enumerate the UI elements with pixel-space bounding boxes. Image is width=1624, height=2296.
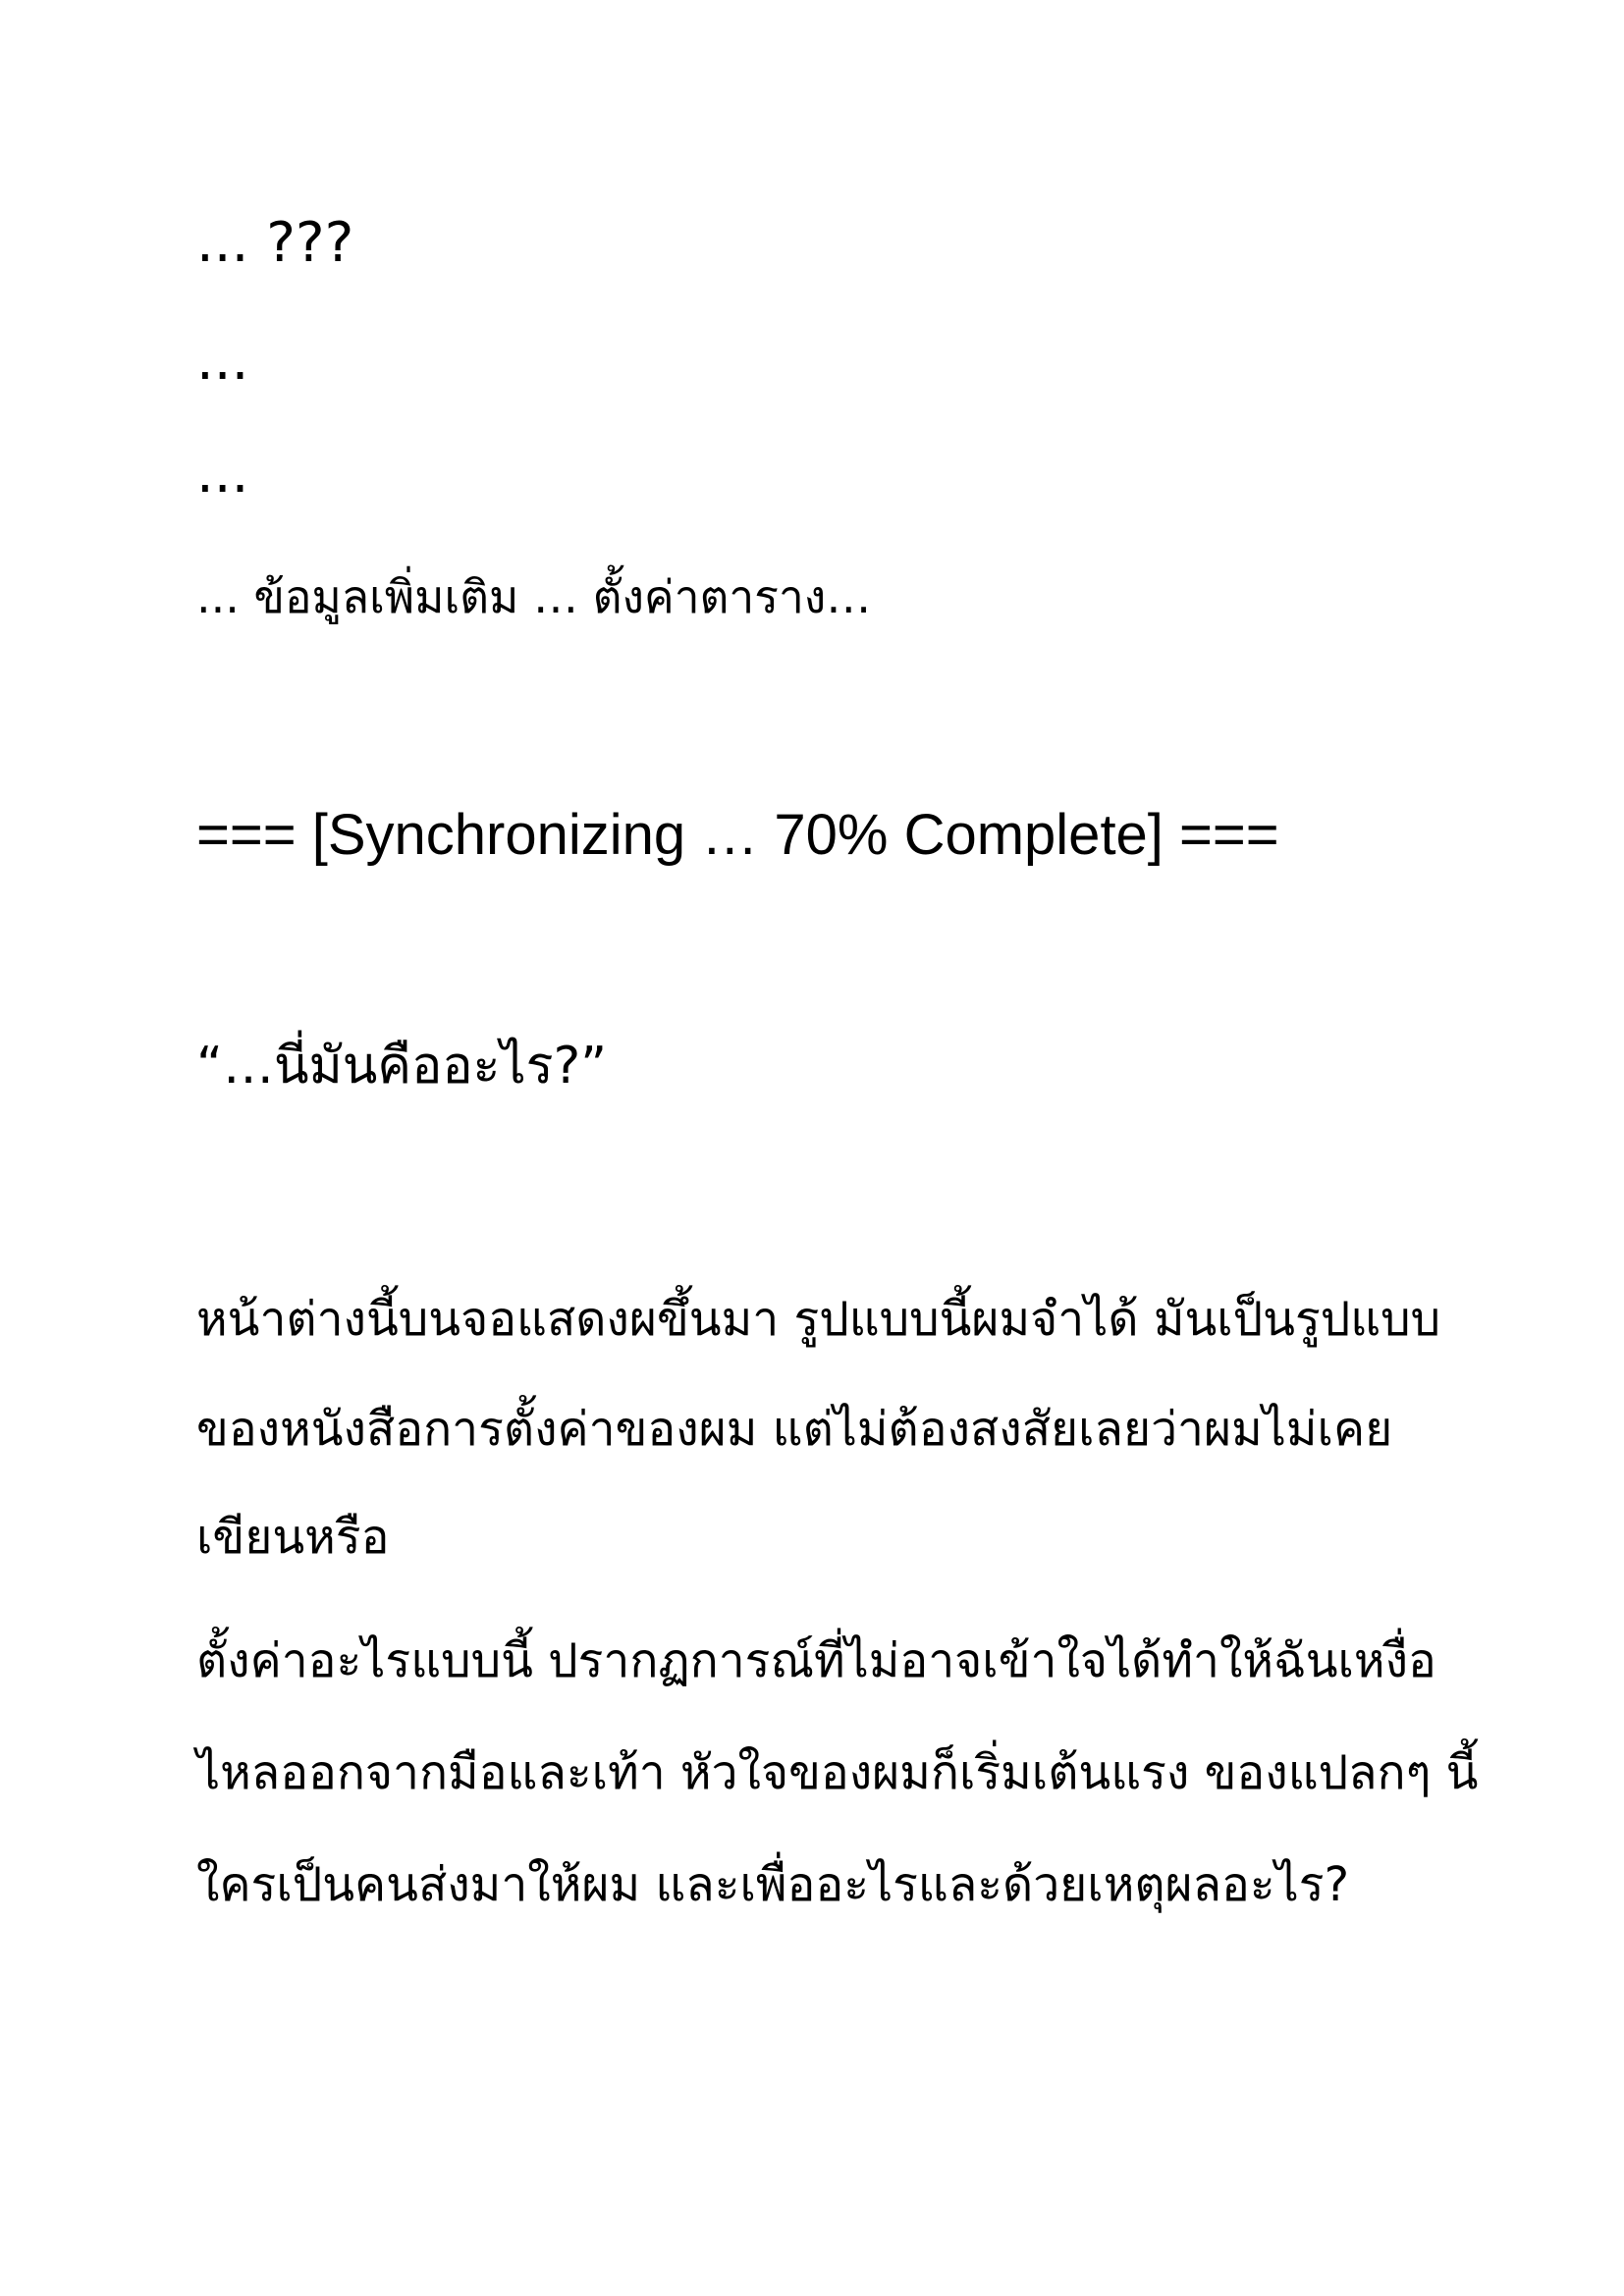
ellipsis-line-2: ... [196, 442, 249, 506]
paragraph-line-4: ตั้งค่าอะไรแบบนี้ ปรากฏการณ์ที่ไม่อาจเข้าใจได้ทำให้ฉันเหงื่อ [196, 1633, 1436, 1688]
paragraph-line-1: หน้าต่างนี้บนจอแสดงผขึ้นมา รูปแบบนี้ผมจำได้ มันเป็นรูปแบบ [196, 1292, 1441, 1347]
ellipsis-question-line: ... ??? [196, 211, 354, 275]
quote-line: “…นี่มันคืออะไร?” [196, 1037, 608, 1095]
ellipsis-line-1: ... [196, 329, 249, 393]
sync-status-line: === [Synchronizing … 70% Complete] === [196, 803, 1279, 867]
paragraph-line-3: เขียนหรือ [196, 1510, 390, 1565]
paragraph-line-6: ใครเป็นคนส่งมาให้ผม และเพื่ออะไรและด้วยเหตุผลอะไร? [196, 1857, 1350, 1912]
paragraph-line-2: ของหนังสือการตั้งค่าของผม แต่ไม่ต้องสงสัยเลยว่าผมไม่เคย [196, 1402, 1393, 1457]
paragraph-line-5: ไหลออกจากมือและเท้า หัวใจของผมก็เริ่มเต้นแรง ของแปลกๆ นี้ [196, 1745, 1479, 1800]
info-settings-line: ... ข้อมูลเพิ่มเติม … ตั้งค่าตาราง… [196, 570, 872, 623]
